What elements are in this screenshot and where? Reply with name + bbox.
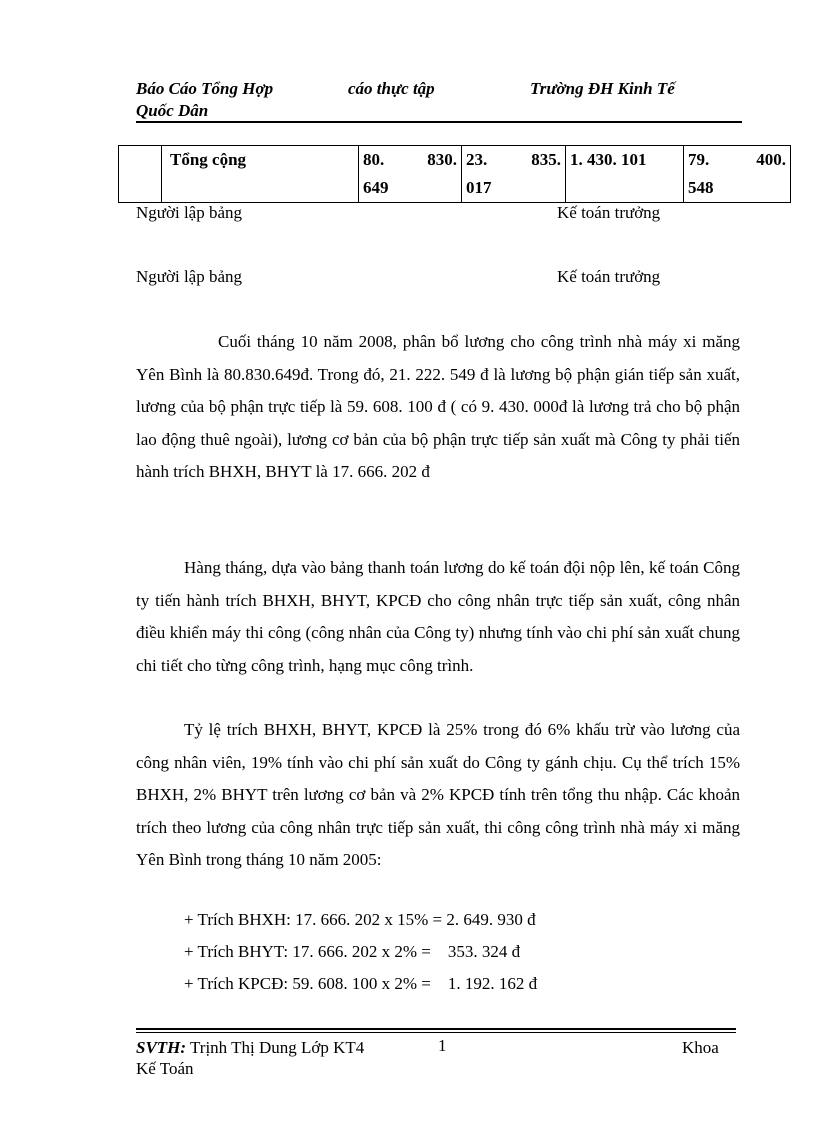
total-cell-3: 1. 430. 101 — [566, 146, 684, 203]
calc-bhxh: + Trích BHXH: 17. 666. 202 x 15% = 2. 649. 930 đ — [184, 910, 536, 929]
header-subtitle: cáo thực tập — [348, 79, 435, 98]
empty-cell — [119, 146, 162, 203]
table-row — [119, 146, 791, 203]
total-table — [118, 145, 791, 203]
paragraph-text: Hàng tháng, dựa vào bảng thanh toán lương do kế toán đội nộp lên, kế toán Công ty tiến hành trích BHXH, BHYT, KPCĐ cho công nhân trực tiếp sản xuất, công nhân điều khiển máy thi công (công nhân của Công ty) nhưng tính vào chi phí sản xuất chung chi tiết cho từng công trình, hạng mục công trình. — [136, 558, 740, 675]
total-cell-1 — [359, 146, 462, 203]
calc-bhyt: + Trích BHYT: 17. 666. 202 x 2% = 353. 324 đ — [184, 942, 521, 961]
calc-kpcd: + Trích KPCĐ: 59. 608. 100 x 2% = 1. 192. 162 đ — [184, 974, 538, 993]
header-school: Trường ĐH Kinh Tế — [530, 79, 675, 98]
cell-part: 649 — [363, 178, 389, 197]
cell-part: 835. — [531, 150, 561, 169]
total-cell-2 — [462, 146, 566, 203]
footer-faculty-cont: Kế Toán — [136, 1059, 194, 1078]
header-rule — [136, 121, 742, 123]
total-cell-4 — [684, 146, 791, 203]
paragraph-text: Tỷ lệ trích BHXH, BHYT, KPCĐ là 25% trong đó 6% khấu trừ vào lương của công nhân viên, 19% tính vào chi phí sản xuất do Công ty gánh chịu. Cụ thể trích 15% BHXH, 2% BHYT trên lương cơ bản và 2% KPCĐ tính trên tổng thu nhập. Các khoản trích theo lương của công nhân trực tiếp sản xuất, thi công công trình nhà máy xi măng Yên Bình trong tháng 10 năm 2005: — [136, 720, 740, 869]
cell-part: 79. — [688, 150, 710, 169]
signature-chief-accountant: Kế toán trưởng — [557, 267, 661, 286]
cell-part: 017 — [466, 178, 492, 197]
cell-part: 830. — [427, 150, 457, 169]
footer-student-name: Trịnh Thị Dung Lớp KT4 — [190, 1038, 365, 1057]
header-title-cont: Quốc Dân — [136, 101, 209, 120]
footer-rule — [136, 1028, 736, 1030]
cell-part: 80. — [363, 150, 385, 169]
signature-preparer: Người lập bảng — [136, 203, 243, 222]
cell-part: 400. — [756, 150, 786, 169]
body-paragraph — [136, 714, 740, 877]
signature-preparer: Người lập bảng — [136, 267, 243, 286]
footer-svth-label: SVTH: — [136, 1038, 187, 1057]
body-paragraph — [136, 326, 740, 489]
total-label: Tổng cộng — [162, 146, 359, 203]
footer-rule-thin — [136, 1032, 736, 1033]
signature-chief-accountant: Kế toán trưởng — [557, 203, 661, 222]
paragraph-text: Cuối tháng 10 năm 2008, phân bổ lương cho công trình nhà máy xi măng Yên Bình là 80.830.649đ. Trong đó, 21. 222. 549 đ là lương bộ phận gián tiếp sản xuất, lương của bộ phận trực tiếp là 59. 608. 100 đ ( có 9. 430. 000đ là lương trả cho bộ phận lao động thuê ngoài), lương cơ bản của bộ phận trực tiếp sản xuất mà Công ty phải tiến hành trích BHXH, BHYT là 17. 666. 202 đ — [136, 332, 740, 481]
cell-part: 23. — [466, 150, 488, 169]
header-title: Báo Cáo Tổng Hợp — [136, 79, 274, 98]
footer-faculty: Khoa — [682, 1038, 719, 1057]
footer-student — [136, 1038, 364, 1058]
cell-part: 548 — [688, 178, 714, 197]
page-number: 1 — [438, 1036, 447, 1055]
body-paragraph — [136, 552, 740, 682]
